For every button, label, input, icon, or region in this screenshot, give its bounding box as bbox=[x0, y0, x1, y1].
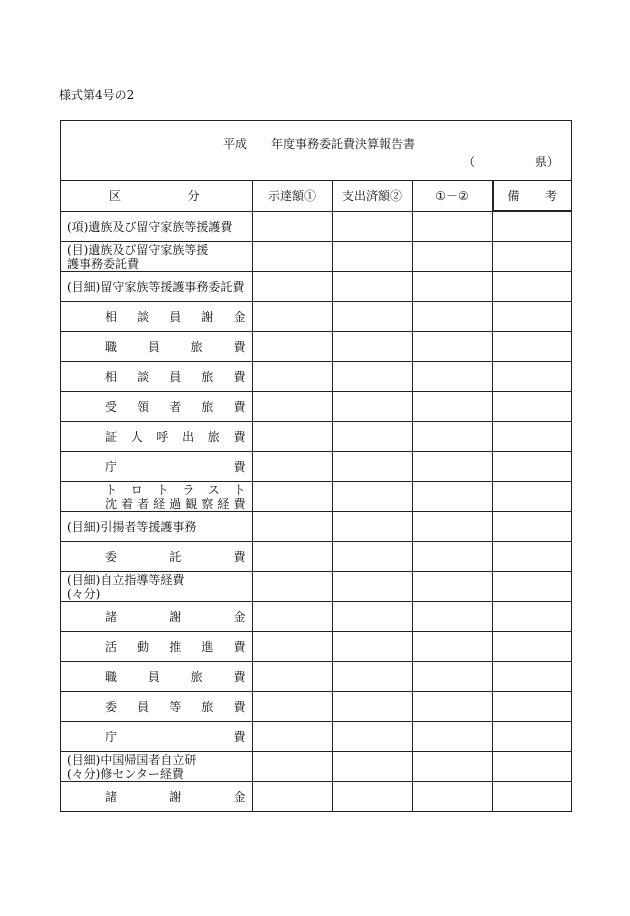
row-item-label-line: (目細)引揚者等援護事務 bbox=[67, 519, 197, 534]
table-row bbox=[61, 692, 571, 722]
notified-amount-cell[interactable] bbox=[252, 482, 332, 512]
paid-amount-cell[interactable] bbox=[332, 242, 412, 272]
row-item-label bbox=[61, 212, 252, 242]
paid-amount-cell[interactable] bbox=[332, 302, 412, 332]
difference-cell[interactable] bbox=[412, 722, 492, 752]
header-kubun bbox=[61, 181, 252, 212]
remarks-cell[interactable] bbox=[492, 482, 571, 512]
remarks-cell[interactable] bbox=[492, 692, 571, 722]
header-notified-amount: 示達額① bbox=[252, 181, 332, 212]
report-title: 平成 年度事務委託費決算報告書 bbox=[223, 137, 416, 151]
remarks-cell[interactable] bbox=[492, 422, 571, 452]
notified-amount-cell[interactable] bbox=[252, 752, 332, 782]
table-row bbox=[61, 362, 571, 392]
notified-amount-cell[interactable] bbox=[252, 692, 332, 722]
row-item-label bbox=[61, 782, 252, 812]
difference-cell[interactable] bbox=[412, 512, 492, 542]
notified-amount-cell[interactable] bbox=[252, 722, 332, 752]
row-item-label bbox=[61, 482, 252, 512]
difference-cell[interactable] bbox=[412, 392, 492, 422]
notified-amount-cell[interactable] bbox=[252, 782, 332, 812]
remarks-cell[interactable] bbox=[492, 362, 571, 392]
paid-amount-cell[interactable] bbox=[332, 632, 412, 662]
paid-amount-cell[interactable] bbox=[332, 602, 412, 632]
table-row bbox=[61, 632, 571, 662]
table-row bbox=[61, 242, 571, 272]
table-row bbox=[61, 422, 571, 452]
remarks-cell[interactable] bbox=[492, 452, 571, 482]
row-item-label-line: 庁費 bbox=[105, 459, 246, 474]
difference-cell[interactable] bbox=[412, 542, 492, 572]
notified-amount-cell[interactable] bbox=[252, 422, 332, 452]
notified-amount-cell[interactable] bbox=[252, 332, 332, 362]
table-row bbox=[61, 752, 571, 782]
difference-cell[interactable] bbox=[412, 572, 492, 602]
difference-cell[interactable] bbox=[412, 422, 492, 452]
row-item-label-line: 職員旅費 bbox=[105, 669, 246, 684]
row-item-label bbox=[61, 572, 252, 602]
table-row bbox=[61, 332, 571, 362]
paid-amount-cell[interactable] bbox=[332, 752, 412, 782]
remarks-cell[interactable] bbox=[492, 272, 571, 302]
report-table bbox=[61, 181, 571, 811]
difference-cell[interactable] bbox=[412, 362, 492, 392]
remarks-cell[interactable] bbox=[492, 332, 571, 362]
notified-amount-cell[interactable] bbox=[252, 512, 332, 542]
row-item-label-line: トロトラスト bbox=[105, 482, 246, 497]
notified-amount-cell[interactable] bbox=[252, 632, 332, 662]
paid-amount-cell[interactable] bbox=[332, 482, 412, 512]
difference-cell[interactable] bbox=[412, 662, 492, 692]
paid-amount-cell[interactable] bbox=[332, 662, 412, 692]
remarks-cell[interactable] bbox=[492, 632, 571, 662]
remarks-cell[interactable] bbox=[492, 662, 571, 692]
paid-amount-cell[interactable] bbox=[332, 272, 412, 302]
notified-amount-cell[interactable] bbox=[252, 362, 332, 392]
row-item-label bbox=[61, 392, 252, 422]
row-item-label bbox=[61, 722, 252, 752]
paid-amount-cell[interactable] bbox=[332, 782, 412, 812]
paid-amount-cell[interactable] bbox=[332, 722, 412, 752]
row-item-label-line: 委員等旅費 bbox=[105, 699, 246, 714]
row-item-label-line: (々分)修センター経費 bbox=[67, 766, 184, 781]
row-item-label-line: (目)遺族及び留守家族等援 bbox=[67, 242, 209, 257]
row-item-label-line: 諸謝金 bbox=[105, 789, 246, 804]
row-item-label-line: 沈着者経過観察経費 bbox=[105, 496, 246, 511]
row-item-label-line: 護事務委託費 bbox=[67, 256, 140, 271]
row-item-label bbox=[61, 362, 252, 392]
paid-amount-cell[interactable] bbox=[332, 542, 412, 572]
remarks-cell[interactable] bbox=[492, 212, 571, 242]
table-row bbox=[61, 272, 571, 302]
title-block bbox=[61, 121, 571, 181]
row-item-label bbox=[61, 302, 252, 332]
remarks-cell[interactable] bbox=[492, 782, 571, 812]
row-item-label-line: 庁費 bbox=[105, 729, 246, 744]
row-item-label bbox=[61, 542, 252, 572]
paid-amount-cell[interactable] bbox=[332, 692, 412, 722]
header-remarks: 備 考 bbox=[493, 181, 572, 211]
difference-cell[interactable] bbox=[412, 482, 492, 512]
row-item-label bbox=[61, 752, 252, 782]
row-item-label-line: 受領者旅費 bbox=[105, 399, 246, 414]
header-kubun-label: 区 分 bbox=[109, 189, 200, 203]
difference-cell[interactable] bbox=[412, 332, 492, 362]
paid-amount-cell[interactable] bbox=[332, 212, 412, 242]
paid-amount-cell[interactable] bbox=[332, 332, 412, 362]
table-row bbox=[61, 572, 571, 602]
row-item-label bbox=[61, 422, 252, 452]
header-difference: ①－② bbox=[412, 181, 492, 212]
paid-amount-cell[interactable] bbox=[332, 452, 412, 482]
difference-cell[interactable] bbox=[412, 212, 492, 242]
remarks-cell[interactable] bbox=[492, 602, 571, 632]
row-item-label bbox=[61, 512, 252, 542]
row-item-label-line: (項)遺族及び留守家族等援護費 bbox=[67, 219, 233, 234]
table-row bbox=[61, 212, 571, 242]
notified-amount-cell[interactable] bbox=[252, 542, 332, 572]
table-row bbox=[61, 782, 571, 812]
difference-cell[interactable] bbox=[412, 692, 492, 722]
row-item-label-line: (目細)留守家族等援護事務委託費 bbox=[67, 279, 245, 294]
table-row bbox=[61, 512, 571, 542]
remarks-cell[interactable] bbox=[492, 302, 571, 332]
row-item-label bbox=[61, 662, 252, 692]
row-item-label-line: 相談員旅費 bbox=[105, 369, 246, 384]
notified-amount-cell[interactable] bbox=[252, 242, 332, 272]
settlement-report-sheet bbox=[60, 120, 572, 812]
table-row bbox=[61, 542, 571, 572]
row-item-label-line: (目細)中国帰国者自立研 bbox=[67, 752, 197, 767]
remarks-cell[interactable] bbox=[492, 572, 571, 602]
notified-amount-cell[interactable] bbox=[252, 602, 332, 632]
table-row bbox=[61, 482, 571, 512]
table-row bbox=[61, 602, 571, 632]
difference-cell[interactable] bbox=[412, 782, 492, 812]
notified-amount-cell[interactable] bbox=[252, 272, 332, 302]
remarks-cell[interactable] bbox=[492, 722, 571, 752]
paid-amount-cell[interactable] bbox=[332, 572, 412, 602]
difference-cell[interactable] bbox=[412, 302, 492, 332]
table-row bbox=[61, 302, 571, 332]
notified-amount-cell[interactable] bbox=[252, 662, 332, 692]
notified-amount-cell[interactable] bbox=[252, 302, 332, 332]
row-item-label-line: 諸謝金 bbox=[105, 609, 246, 624]
row-item-label-line: 職員旅費 bbox=[105, 339, 246, 354]
header-row bbox=[61, 181, 571, 212]
difference-cell[interactable] bbox=[412, 752, 492, 782]
row-item-label bbox=[61, 632, 252, 662]
remarks-cell[interactable] bbox=[492, 242, 571, 272]
row-item-label-line: (々分) bbox=[67, 586, 101, 601]
header-paid-amount: 支出済額② bbox=[332, 181, 412, 212]
difference-cell[interactable] bbox=[412, 632, 492, 662]
difference-cell[interactable] bbox=[412, 452, 492, 482]
notified-amount-cell[interactable] bbox=[252, 212, 332, 242]
table-row bbox=[61, 722, 571, 752]
table-row bbox=[61, 662, 571, 692]
notified-amount-cell[interactable] bbox=[252, 392, 332, 422]
row-item-label bbox=[61, 602, 252, 632]
row-item-label bbox=[61, 692, 252, 722]
table-row bbox=[61, 452, 571, 482]
paid-amount-cell[interactable] bbox=[332, 422, 412, 452]
row-item-label bbox=[61, 242, 252, 272]
difference-cell[interactable] bbox=[412, 602, 492, 632]
notified-amount-cell[interactable] bbox=[252, 572, 332, 602]
remarks-cell[interactable] bbox=[492, 392, 571, 422]
remarks-cell[interactable] bbox=[492, 542, 571, 572]
remarks-cell[interactable] bbox=[492, 512, 571, 542]
row-item-label-line: 委託費 bbox=[105, 549, 246, 564]
row-item-label-line: 証人呼出旅費 bbox=[105, 429, 246, 444]
row-item-label bbox=[61, 272, 252, 302]
form-number-label: 様式第4号の2 bbox=[59, 88, 135, 102]
row-item-label bbox=[61, 452, 252, 482]
row-item-label bbox=[61, 332, 252, 362]
remarks-cell[interactable] bbox=[492, 752, 571, 782]
difference-cell[interactable] bbox=[412, 272, 492, 302]
paid-amount-cell[interactable] bbox=[332, 362, 412, 392]
paid-amount-cell[interactable] bbox=[332, 392, 412, 422]
paid-amount-cell[interactable] bbox=[332, 512, 412, 542]
row-item-label-line: (目細)自立指導等経費 bbox=[67, 572, 185, 587]
row-item-label-line: 相談員謝金 bbox=[105, 309, 246, 324]
notified-amount-cell[interactable] bbox=[252, 452, 332, 482]
prefecture-field[interactable]: （ 県） bbox=[463, 155, 560, 169]
table-row bbox=[61, 392, 571, 422]
row-item-label-line: 活動推進費 bbox=[105, 639, 246, 654]
difference-cell[interactable] bbox=[412, 242, 492, 272]
